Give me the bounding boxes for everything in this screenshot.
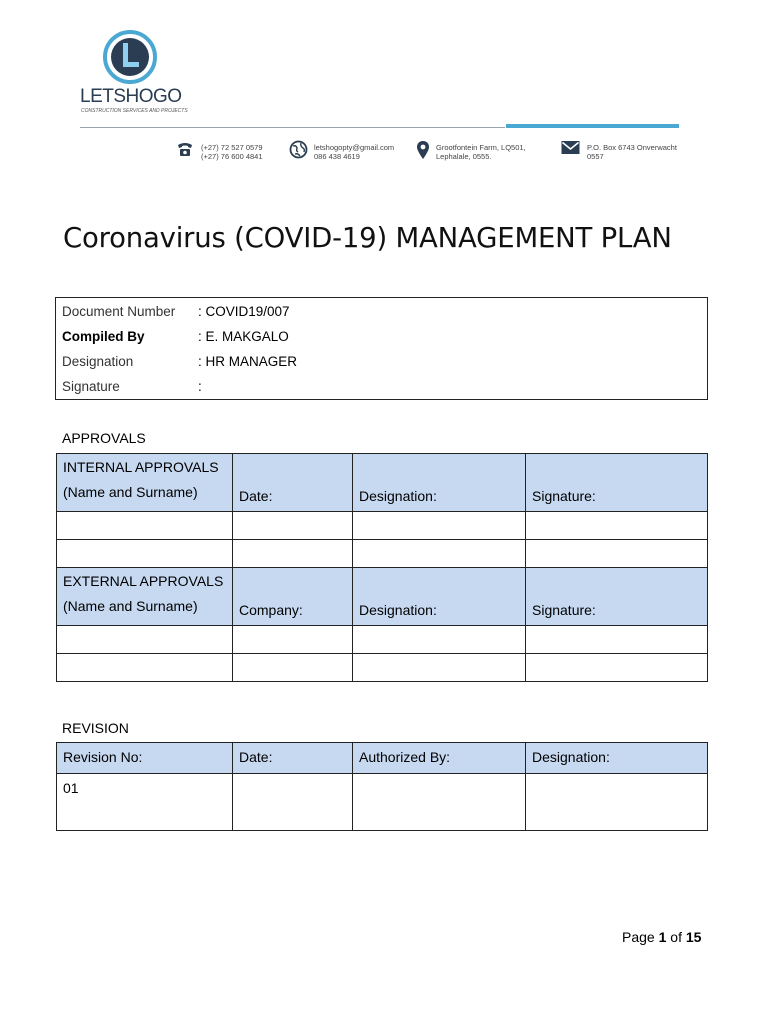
table-cell[interactable] [233,654,353,682]
revision-header-row [57,743,708,774]
postal-line-2: 0557 [587,152,604,161]
external-approvals-title: EXTERNAL APPROVALS [63,573,224,589]
document-title: Coronavirus (COVID-19) MANAGEMENT PLAN [63,222,672,254]
column-header-label: Revision No: [63,749,143,765]
meta-value: : [198,379,202,394]
table-cell[interactable] [233,626,353,654]
column-header [233,454,353,512]
column-header [526,743,708,774]
column-header [233,743,353,774]
external-approvals-header-cell [57,568,233,626]
email-line-1: letshogopty@gmail.com [314,143,395,152]
total-pages: 15 [685,929,702,945]
column-header [353,568,526,626]
meta-label: Document Number [62,304,176,319]
table-cell[interactable] [57,512,233,540]
meta-value: : E. MAKGALO [198,329,289,344]
column-header [353,454,526,512]
column-header [233,568,353,626]
table-row [57,774,708,831]
column-header-label: Designation: [359,602,437,618]
page-number [622,929,701,945]
email-line-2: 086 438 4619 [314,152,360,161]
table-cell[interactable] [353,540,526,568]
document-meta-box [55,297,708,400]
internal-approvals-header [57,454,708,512]
table-row [57,540,708,568]
internal-approvals-header-cell [57,454,233,512]
revision-heading: REVISION [62,720,129,736]
phone-line-2: (+27) 76 600 4841 [201,152,263,161]
column-header-label: Date: [239,749,273,765]
table-cell[interactable] [353,774,526,831]
letshogo-logo-icon [102,28,158,88]
current-page: 1 [658,929,667,945]
column-header [526,568,708,626]
address-line-1: Grootfontein Farm, LQ501, [436,143,526,152]
table-row [57,654,708,682]
table-row [57,512,708,540]
column-header-label: Company: [239,602,303,618]
column-header-label: Designation: [359,488,437,504]
column-header-label: Signature: [532,488,596,504]
table-cell[interactable] [353,512,526,540]
table-cell[interactable] [57,654,233,682]
table-cell[interactable] [353,654,526,682]
table-cell[interactable] [526,774,708,831]
table-cell[interactable] [57,626,233,654]
external-approvals-header [57,568,708,626]
phone-icon [176,140,194,158]
table-cell[interactable] [233,512,353,540]
table-cell[interactable] [233,774,353,831]
table-row [57,626,708,654]
revision-number: 01 [63,780,79,796]
table-cell[interactable] [57,540,233,568]
company-name: LETSHOGO [80,86,182,107]
column-header [353,743,526,774]
column-header [57,743,233,774]
page-word: Page [622,929,655,945]
phone-line-1: (+27) 72 527 0579 [201,143,263,152]
header-rule [80,127,505,128]
globe-icon [289,140,308,159]
header-accent-rule [506,124,679,128]
company-tagline: CONSTRUCTION SERVICES AND PROJECTS [81,108,188,114]
table-cell[interactable] [57,774,233,831]
meta-label: Designation [62,354,134,369]
internal-approvals-title: INTERNAL APPROVALS [63,459,219,475]
column-header-label: Signature: [532,602,596,618]
table-cell[interactable] [353,626,526,654]
column-header-label: Date: [239,488,273,504]
of-word: of [670,929,682,945]
table-cell[interactable] [233,540,353,568]
column-header-label: Designation: [532,749,610,765]
mail-icon [561,140,580,155]
address-line-2: Lephalale, 0555. [436,152,492,161]
table-cell[interactable] [526,654,708,682]
location-pin-icon [416,140,430,160]
table-cell[interactable] [526,540,708,568]
column-header-label: Authorized By: [359,749,451,765]
meta-value: : COVID19/007 [198,304,290,319]
table-cell[interactable] [526,626,708,654]
table-cell[interactable] [526,512,708,540]
internal-approvals-subtitle: (Name and Surname) [63,484,198,500]
meta-value: : HR MANAGER [198,354,298,369]
approvals-heading: APPROVALS [62,430,146,446]
postal-line-1: P.O. Box 6743 Onverwacht [587,143,677,152]
external-approvals-subtitle: (Name and Surname) [63,598,198,614]
meta-label: Compiled By [62,329,145,344]
approvals-table [56,453,708,682]
meta-label: Signature [62,379,120,394]
column-header [526,454,708,512]
revision-table [56,742,708,831]
